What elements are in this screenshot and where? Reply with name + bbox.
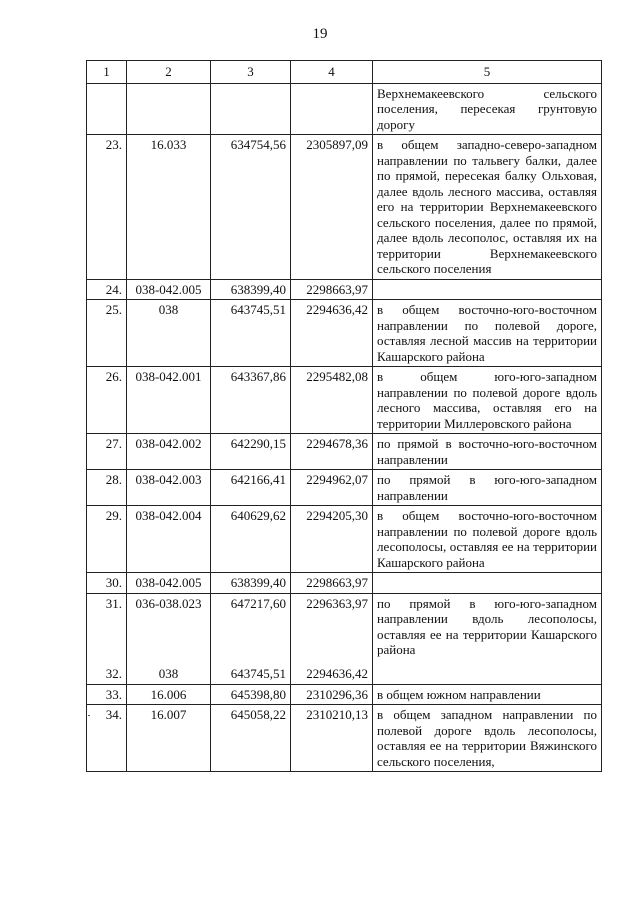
coord-x: 642166,41 xyxy=(211,470,291,506)
row-description: в общем восточно-юго-восточном направлении по полевой дороге вдоль лесополосы, оставляя ее на территории Кашарского района xyxy=(373,506,602,573)
row-number: 26. xyxy=(87,367,127,434)
table-row xyxy=(87,279,602,300)
coord-x: 642290,15 xyxy=(211,434,291,470)
header-col-3: 3 xyxy=(211,61,291,84)
table-row xyxy=(87,705,602,772)
table-row xyxy=(87,135,602,280)
row-description: в общем юго-юго-западном направлении по полевой дороге вдоль лесного массива, оставляя его на территории Миллеровского района xyxy=(373,367,602,434)
header-col-2: 2 xyxy=(127,61,211,84)
point-code: 16.033 xyxy=(127,135,211,280)
coord-y: 2294636,42 xyxy=(291,300,373,367)
coord-x: 645398,80 xyxy=(211,684,291,705)
point-code: 038-042.003 xyxy=(127,470,211,506)
coord-x: 634754,56 xyxy=(211,135,291,280)
row-number: 33. xyxy=(87,684,127,705)
row-number: 32. xyxy=(105,666,122,681)
row-number: 28. xyxy=(87,470,127,506)
point-code: 16.007 xyxy=(127,705,211,772)
coord-y: 2294962,07 xyxy=(291,470,373,506)
header-col-5: 5 xyxy=(373,61,602,84)
header-col-4: 4 xyxy=(291,61,373,84)
row-number: 27. xyxy=(87,434,127,470)
row-number: 24. xyxy=(87,279,127,300)
table-row xyxy=(87,684,602,705)
point-code: 038-042.005 xyxy=(127,279,211,300)
row-description: Верхнемакеевского сельского поселения, пересекая грунтовую дорогу xyxy=(373,83,602,135)
row-description xyxy=(373,573,602,594)
row-description: в общем южном направлении xyxy=(373,684,602,705)
coord-x: 638399,40 xyxy=(211,279,291,300)
coord-y: 2294205,30 xyxy=(291,506,373,573)
point-code: 038-042.005 xyxy=(127,573,211,594)
scan-mark xyxy=(88,715,90,716)
coord-y: 2310296,36 xyxy=(291,684,373,705)
row-description: в общем восточно-юго-восточном направлении по полевой дороге, оставляя лесной массив на территории Кашарского района xyxy=(373,300,602,367)
row-description: по прямой в юго-юго-западном направлении xyxy=(373,470,602,506)
page-number: 19 xyxy=(312,26,328,42)
coord-y: 2305897,09 xyxy=(291,135,373,280)
coord-x: 643367,86 xyxy=(211,367,291,434)
table-row xyxy=(87,434,602,470)
row-description: по прямой в юго-юго-западном направлении вдоль лесополосы, оставляя ее на территории Кашарского района xyxy=(373,593,602,684)
coord-y: 2294636,42 xyxy=(306,666,368,681)
coord-y: 2298663,97 xyxy=(291,573,373,594)
point-code: 036-038.023 xyxy=(135,595,202,611)
point-code: 038-042.001 xyxy=(127,367,211,434)
row-number: 31. xyxy=(105,595,122,611)
table-row xyxy=(87,593,602,684)
point-code: 038 xyxy=(158,666,179,681)
coord-x: 647217,60 xyxy=(230,595,286,611)
header-row xyxy=(87,61,602,84)
coord-y: 2294678,36 xyxy=(291,434,373,470)
table-row xyxy=(87,470,602,506)
coord-x: 640629,62 xyxy=(211,506,291,573)
coord-y: 2298663,97 xyxy=(291,279,373,300)
table-row xyxy=(87,573,602,594)
point-code: 038 xyxy=(127,300,211,367)
point-code: 16.006 xyxy=(127,684,211,705)
table-row xyxy=(87,300,602,367)
coord-x: 643745,51 xyxy=(230,666,286,681)
coord-x: 643745,51 xyxy=(211,300,291,367)
coord-y: 2296363,97 xyxy=(306,595,368,611)
row-description xyxy=(373,279,602,300)
table-row xyxy=(87,506,602,573)
boundary-table xyxy=(86,60,602,772)
row-description: в общем западно-северо-западном направлении по тальвегу балки, далее по прямой, пересекая балку Ольховая, далее вдоль лесного массива, оставляя его на территории Верхнемакеевского сельского поселения, далее по прямой, далее вдоль лесополос, оставляя их на территории Верхнемакеевского сельского поселения xyxy=(373,135,602,280)
row-description: в общем западном направлении по полевой дороге вдоль лесополосы, оставляя ее на территории Вяжинского сельского поселения, xyxy=(373,705,602,772)
header-col-1: 1 xyxy=(87,61,127,84)
row-number: 34. xyxy=(87,705,127,772)
coord-x: 645058,22 xyxy=(211,705,291,772)
point-code: 038-042.004 xyxy=(127,506,211,573)
table-row xyxy=(87,83,602,135)
row-number: 30. xyxy=(87,573,127,594)
coord-x: 638399,40 xyxy=(211,573,291,594)
coord-y: 2295482,08 xyxy=(291,367,373,434)
table-row xyxy=(87,367,602,434)
row-number: 25. xyxy=(87,300,127,367)
row-description: по прямой в восточно-юго-восточном направлении xyxy=(373,434,602,470)
point-code: 038-042.002 xyxy=(127,434,211,470)
coord-y: 2310210,13 xyxy=(291,705,373,772)
row-number: 23. xyxy=(87,135,127,280)
row-number: 29. xyxy=(87,506,127,573)
